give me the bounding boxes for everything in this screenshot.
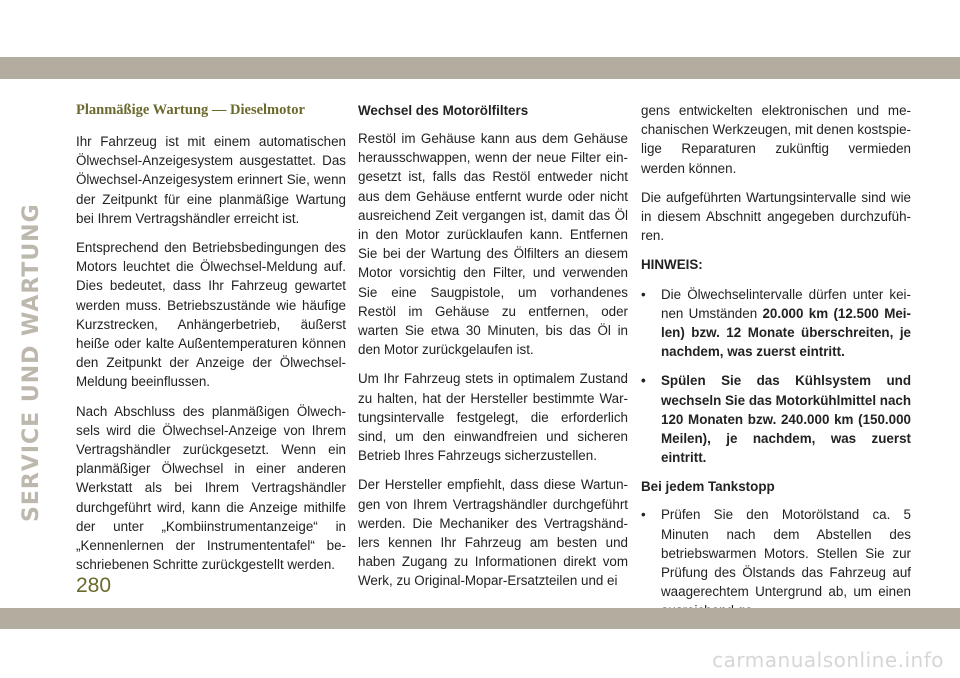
column-1 <box>76 101 346 584</box>
list-item-text: Die Ölwechselintervalle dürfen unter keinen Umständen <box>661 286 911 321</box>
paragraph: Nach Abschluss des planmäßigen Ölwechsels wird die Ölwechsel-Anzeige von Ihrem Vertragshändler zurückgesetzt. Wenn ein planmäßiger Ölwechsel in einer anderen Werkstatt als bei Ihrem Vertragshändler durchgeführt wird, kann die Anzeige mithilfe der unter „Kombiinstrumentanzeige“ in „Kennenlernen der Instrumententafel“ beschriebenen Schritte zurückgestellt werden. <box>76 403 346 573</box>
paragraph: Restöl im Gehäuse kann aus dem Gehäuse herausschwappen, wenn der neue Filter eingesetzt ist, falls das Restöl entweder nicht aus dem Gehäuse entfernt wurde oder nicht ausreichend Zeit vergangen ist, damit das Öl in den Motor zurücklaufen kann. Entfernen Sie bei der Wartung des Ölfilters an diesem Motor vorsichtig den Filter, und verwenden Sie eine Saugpistole, um vorhandenes Restöl im Gehäuse zu entfernen, oder warten Sie etwa 30 Minuten, bis das Öl in den Motor zurückgelaufen ist. <box>358 131 628 358</box>
page-number: 280 <box>76 574 112 597</box>
bullet-icon: • <box>641 507 646 523</box>
subheading-oil-filter: Wechsel des Motorölfilters <box>358 103 529 118</box>
column-3 <box>641 101 911 631</box>
subheading-refuel: Bei jedem Tankstopp <box>641 479 775 495</box>
bullet-icon: • <box>641 373 646 389</box>
paragraph: Um Ihr Fahrzeug stets in optimalem Zustand zu halten, hat der Hersteller bestimmte Wartungsintervalle festgelegt, die erforderlich sind, um den einwandfreien und sicheren Betrieb Ihres Fahrzeugs sicherzustellen. <box>358 371 628 464</box>
paragraph: Der Hersteller empfiehlt, dass diese Wartungen von Ihrem Vertragshändler durchgeführt werden. Die Mechaniker des Vertragshändlers kennen Ihr Fahrzeug am besten und haben Zugang zu Informationen direkt vom Werk, zu Original-Mopar-Ersatzteilen und ei <box>358 477 628 589</box>
section-side-label: SERVICE UND WARTUNG <box>19 203 44 522</box>
paragraph: Ihr Fahrzeug ist mit einem automatischen Ölwechsel-Anzeigesystem ausgestattet. Das Ölwechsel-Anzeigesystem erinnert Sie, wenn der Zeitpunkt für eine planmäßige Wartung bei Ihrem Vertragshändler erreicht ist. <box>76 134 346 226</box>
paragraph: gens entwickelten elektronischen und mechanischen Werkzeugen, mit denen kostspielige Reparaturen zukünftig vermieden werden können. <box>641 103 911 176</box>
list-item-bold-text: Spülen Sie das Kühlsystem und wechseln Sie das Motorkühlmittel nach 120 Monaten bzw. 240.000 km (150.000 Meilen), je nachdem, was zuerst eintritt. <box>661 373 912 466</box>
paragraph: Die aufgeführten Wartungsintervalle sind wie in diesem Abschnitt angegeben durchzuführen. <box>641 189 911 244</box>
note-label: HINWEIS: <box>641 257 703 273</box>
list-item <box>641 371 911 467</box>
top-decorative-band <box>0 57 960 79</box>
paragraph: Entsprechend den Betriebsbedingungen des Motors leuchtet die Ölwechsel-Meldung auf. Dies bedeutet, dass Ihr Fahrzeug gewartet werden muss. Betriebszustände wie häufige Kurzstrecken, Anhängerbetrieb, äußerst heiße oder kalte Außentemperaturen können den Zeitpunkt der Anzeige der Ölwechsel-Meldung beeinflussen. <box>76 240 346 390</box>
section-title: Planmäßige Wartung — Dieselmotor <box>76 102 305 118</box>
watermark: carmanualsonline.info <box>712 648 944 672</box>
list-item <box>641 285 911 362</box>
list-item <box>641 505 911 620</box>
list-item-bold-text: 20.000 km (12.500 Meilen) bzw. 12 Monate überschreiten, je nachdem, was zuerst eintritt. <box>661 305 911 360</box>
column-2 <box>358 101 628 601</box>
bottom-decorative-band <box>0 608 960 629</box>
list-item-text: Prüfen Sie den Motorölstand ca. 5 Minuten nach dem Abstellen des betriebswarmen Motors. Stellen Sie zur Prüfung des Ölstands das Fahrzeug auf waagerechtem Untergrund ab, um einen <box>661 507 911 600</box>
refuel-list <box>641 505 911 620</box>
bullet-icon: • <box>641 286 646 302</box>
note-list <box>641 285 911 468</box>
